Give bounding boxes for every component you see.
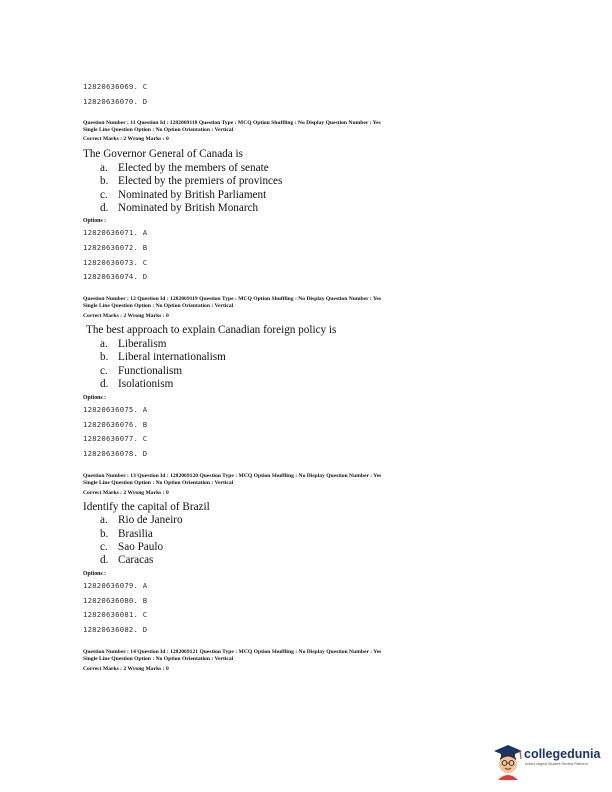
question-meta: Single Line Question Option : No Option Orientation : Vertical [83,656,234,662]
answer-choice: c. Functionalism [100,365,183,377]
question-meta: Question Number : 14 Question Id : 1282069121 Question Type : MCQ Option Shuffling : No Display Question Number : Yes [83,649,382,655]
options-title: Options : [83,218,107,224]
option-line: 12820636082. D [83,625,148,634]
question-meta: Single Line Question Option : No Option Orientation : Vertical [83,303,234,309]
option-line: 12820636072. B [83,243,148,252]
question-marks: Correct Marks : 2 Wrong Marks : 0 [83,490,169,496]
question-text: The Governor General of Canada is [83,148,243,160]
option-line: 12820636075. A [83,405,148,414]
option-line: 12820636080. B [83,596,148,605]
answer-choice: a. Elected by the members of senate [100,162,269,174]
option-line: 12820636081. C [83,610,148,619]
question-meta: Question Number : 13 Question Id : 1282069120 Question Type : MCQ Option Shuffling : No Display Question Number : Yes [83,473,382,479]
answer-choice: d. Nominated by British Monarch [100,202,259,214]
question-text: Identify the capital of Brazil [83,501,210,513]
answer-choice: a. Rio de Janeiro [100,514,183,526]
question-meta: Single Line Question Option : No Option Orientation : Vertical [83,127,234,133]
brand-logo[interactable]: collegedunia [524,747,601,761]
option-line: 12820636074. D [83,272,148,281]
answer-choice: d. Isolationism [100,378,174,390]
question-meta: Question Number : 11 Question Id : 1282069118 Question Type : MCQ Option Shuffling : No Display Question Number : Yes [83,120,381,126]
answer-choice: c. Sao Paulo [100,541,164,553]
answer-choice: c. Nominated by British Parliament [100,189,267,201]
answer-choice: d. Caracas [100,554,154,566]
option-line: 12820636079. A [83,581,148,590]
option-line: 12820636078. D [83,449,148,458]
answer-choice: b. Brasilia [100,528,153,540]
answer-choice: a. Liberalism [100,338,167,350]
option-line: 12820636071. A [83,228,148,237]
option-line: 12820636076. B [83,420,148,429]
option-line: 12820636073. C [83,258,148,267]
question-text: The best approach to explain Canadian foreign policy is [86,324,337,336]
option-line: 12820636077. C [83,434,148,443]
answer-choice: b. Liberal internationalism [100,351,226,363]
question-meta: Single Line Question Option : No Option Orientation : Vertical [83,480,234,486]
question-marks: Correct Marks : 2 Wrong Marks : 0 [83,666,169,672]
option-line: 12820636070. D [83,97,148,106]
question-meta: Question Number : 12 Question Id : 1282069119 Question Type : MCQ Option Shuffling : No Display Question Number : Yes [83,296,382,302]
options-title: Options : [83,571,107,577]
options-title: Options : [83,395,107,401]
question-marks: Correct Marks : 2 Wrong Marks : 0 [83,313,169,319]
option-line: 12820636069. C [83,82,148,91]
answer-choice: b. Elected by the premiers of provinces [100,175,283,187]
brand-tagline: India's largest Student Review Platform [525,762,588,766]
question-marks: Correct Marks : 2 Wrong Marks : 0 [83,136,169,142]
